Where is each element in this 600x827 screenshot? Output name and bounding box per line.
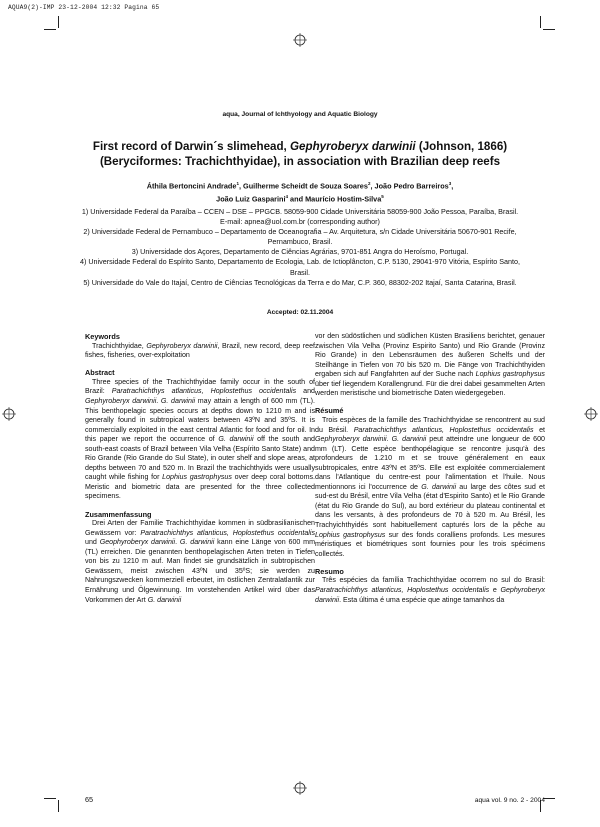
crop-mark: [540, 16, 541, 28]
registration-mark-icon: [293, 781, 307, 795]
author-list: Áthila Bertoncini Andrade$^1$, Guilherme Scheidt de Souza Soares$^2$, João Pedro Barreiros$^3$, João Luiz Gasparini$^4$ and Maurício Hostim-Silva$^5$: [146, 181, 454, 204]
crop-mark: [44, 29, 56, 30]
right-column: [315, 332, 545, 605]
journal-issue: aqua vol. 9 no. 2 - 2004: [474, 797, 545, 804]
species-name: Gephyroberyx darwinii: [290, 140, 416, 153]
affiliation-3: 3) Universidade dos Açores, Departamento de Ciências Agrárias, 9701-851 Angra do Heroísmo, Portugal.: [131, 247, 469, 257]
resumo-text: Três espécies da família Trachichthyidae ocorrem no sul do Brasil: Paratrachichthys atlanticus, Hoplostethus occidentalis e Gephyroberyx darwinii. Esta última é uma espécie que atinge tamanhos da: [315, 576, 546, 604]
registration-mark-icon: [584, 407, 598, 421]
crop-mark: [58, 800, 59, 812]
crop-mark: [543, 29, 555, 30]
accepted-date: Accepted: 02.11.2004: [266, 309, 334, 316]
registration-mark-icon: [293, 33, 307, 47]
affiliation-5: 5) Universidade do Vale do Itajaí, Centro de Ciências Tecnológicas da Terra e do Mar, C.P. 360, 88302-202 Itajaí, Santa Catarina, Brasil.: [83, 277, 517, 287]
article-title: First record of Darwin´s slimehead, Gephyroberyx darwinii (Johnson, 1866) (Beryciformes: Trachichthyidae), in association with Brazilian deep reefs: [92, 140, 508, 168]
resumo-heading: Resumo: [315, 566, 344, 576]
affiliation-4: 4) Universidade Federal do Espírito Santo, Departamento de Ecologia, Lab. de Ictioplâncton, C.P. 5130, 29041-970 Vitória, Espírito Santo, Brasil.: [79, 257, 521, 277]
crop-mark: [44, 798, 56, 799]
resume-text: Trois espèces de la famille des Trachichthyidae se rencontrent au sud du Brésil. Paratrachichthys atlanticus, Hoplostethus occidentalis et Gephyroberyx darwinii. G. darwinii peut atteindre une longueur de 600 mm (LT). Cette espèce benthopélagique se rencontre jusqu'à des profondeurs de 1.210 m et se trouve généralement en eaux subtropicales, entre 43ºN et 35ºS. Elle est exploitée commercialement dans l'Atlantique du centre-est pour l'alimentation et l'huile. Nous mentionnons ici l'occurrence de G. darwinii au large des côtes sud et sud-est du Brésil, entre Vila Velha (état d'Espirito Santo) et le Rio Grande (état du Rio Grande do Sul), au bord extérieur du plateau continental et dans les versants, à des profondeurs de 70 à 520 m. Au Brésil, les Trachyichthyidés sont habituellement capturés lors de la pêche au Lophius gastrophysus sur des fonds coralliens profonds. Les mesures méristiques et biométriques sont fournies pour les trois spécimens collectés.: [315, 416, 546, 558]
affiliation-1: 1) Universidade Federal da Paraíba – CCEN – DSE – PPGCB. 58059-900 Cidade Universitária 58059-900 João Pessoa, Paraíba, Brasil. E-mail: apnea@uol.com.br (corresponding author): [81, 207, 519, 227]
keywords-heading: Keywords: [85, 332, 120, 341]
zusammenfassung-text: Drei Arten der Familie Trachichthyidae kommen in südbrasilianischen Gewässern vor: Paratrachichthys atlanticus, Hoplostethus occidentalis und Geophyroberyx darwinii. G. darwinii kann eine Länge von 600 mm (TL) erreichen. Die genannten benthopelagischen Arten treten in Tiefen von bis zu 1210 m auf. Man findet sie grundsätzlich in subtropischen Gewässern, meist zwischen 43ºN und 35ºS; sie werden zu Nahrungszwecken kommerziell erbeutet, im östlichen Zentralatlantik zur Ernährung und Ölgewinnung. Im vorstehenden Artikel wird über das Vorkommen der Art G. darwinii: [85, 519, 315, 604]
printer-slug: AQUA9(2)-IMP 23-12-2004 12:32 Pagina 65: [8, 4, 160, 11]
left-column: [85, 332, 315, 605]
registration-mark-icon: [2, 407, 16, 421]
resume-heading: Résumé: [315, 406, 344, 416]
zusammenfassung-continued: vor den südöstlichen und südlichen Küsten Brasiliens berichtet, genauer zwischen Vila Velha (Provinz Espirito Santo) und Rio Grande (Provinz Rio Grande) in den Lebensräumen des äußeren Schelfs und der Steilhänge in Tiefen von 70 bis 520 m. Die Fänge von Trachichthyiden ergaben sich auf Fangfahrten auf der Suche nach Lophius gastrophysus über tief liegendem Korallengrund. Für die drei dabei gesammelten Arten werden meristische und biometrische Daten wiedergegeben.: [315, 332, 545, 398]
page-number: 65: [85, 795, 94, 804]
keywords-text: Trachichthyidae, Gephyroberyx darwinii, Brazil, new record, deep reef fishes, fisheries, over-exploitation: [85, 341, 315, 360]
zusammenfassung-heading: Zusammenfassung: [85, 509, 152, 519]
journal-name: aqua, Journal of Ichthyology and Aquatic Biology: [222, 111, 378, 118]
affiliation-2: 2) Universidade Federal de Pernambuco – Departamento de Oceanografia – Av. Arquitetura, s/n Cidade Universitária 50670-901 Recife, Pernambuco, Brasil.: [83, 227, 517, 247]
affiliations: [78, 207, 522, 288]
crop-mark: [58, 16, 59, 28]
abstract-text: Three species of the Trachichthyidae family occur in the south of Brazil: Paratrachichthys atlanticus, Hoplostethus occidentalis and Gephyroberyx darwinii. G. darwinii may attain a length of 600 mm (TL). This benthopelagic species occurs at depths down to 1210 m and is generally found in subtropical waters between 43ºN and 35ºS. It is commercially exploited in the east central Atlantic for food and for oil. In this paper we report the occurrence of G. darwinii off the south and south-east coasts of Brazil between Vila Velha (Espírito Santo State) and Rio Grande (Rio Grande do Sul State), in outer shelf and slope areas, at depths between 70 and 520 m. In Brazil the trachichthyids were usually caught while fishing for Lophius gastrophysus over deep coral bottoms. Meristic and biometric data are presented for the three collected specimens.: [85, 377, 316, 501]
abstract-heading: Abstract: [85, 368, 115, 378]
